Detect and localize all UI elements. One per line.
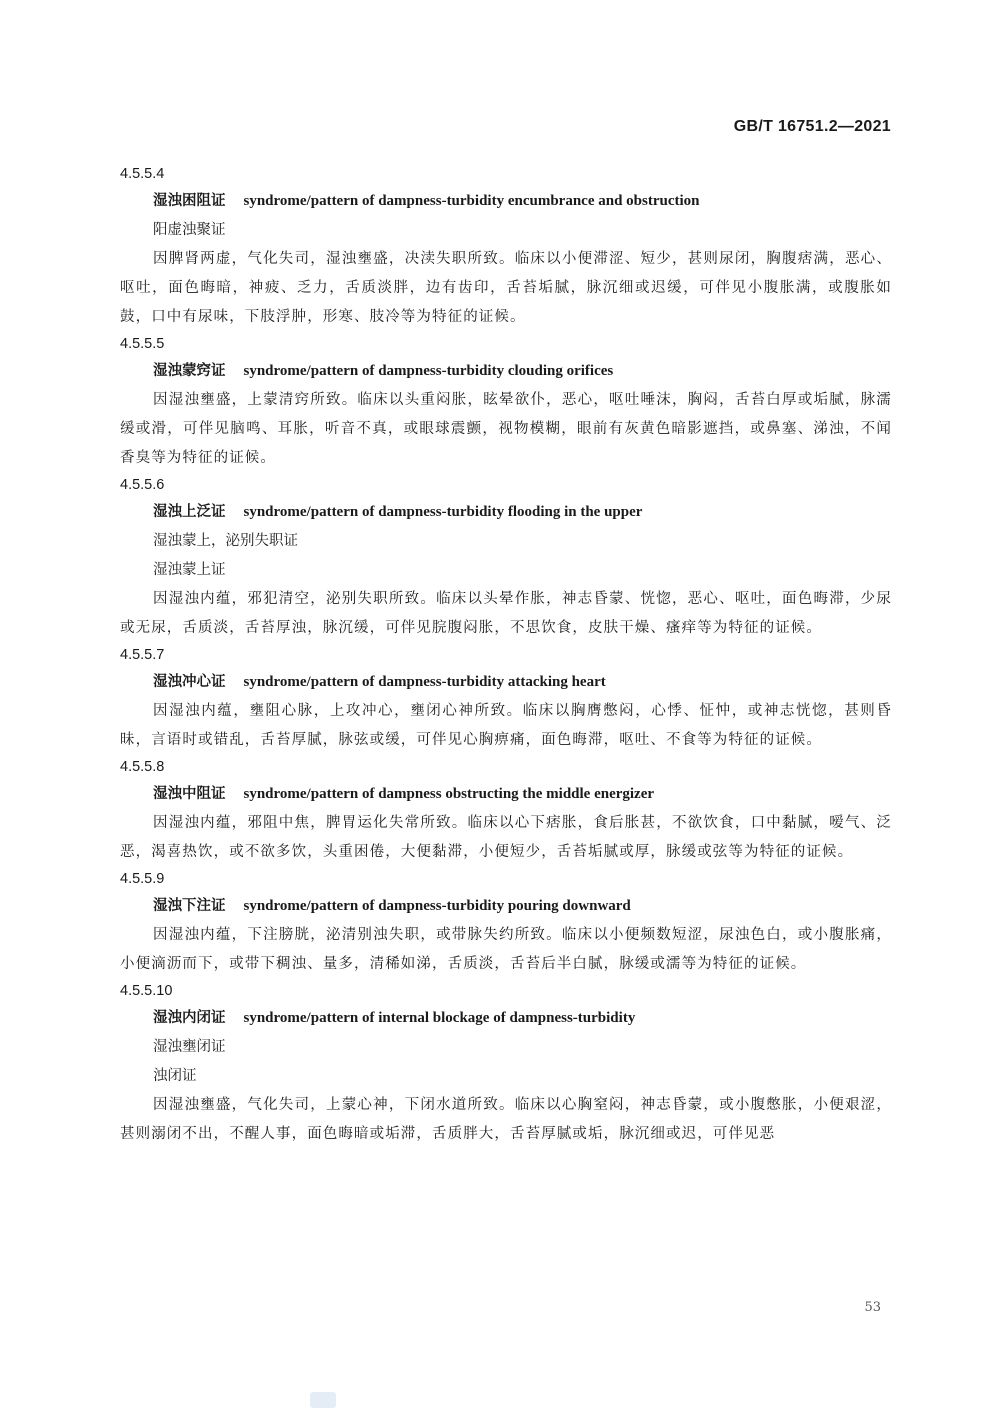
entry-4-5-5-9 [120,867,892,979]
synonym: 浊闭证 [153,1068,197,1084]
term-chinese: 湿浊下注证 [153,898,226,914]
synonym: 阳虚浊聚证 [153,222,226,238]
clause-number: 4.5.5.9 [120,871,165,887]
page-number: 53 [864,1300,881,1315]
entry-4-5-5-10 [120,979,892,1149]
clause-number: 4.5.5.10 [120,983,173,999]
term-chinese: 湿浊困阻证 [153,193,226,209]
definition: 因湿浊内蕴，下注膀胱，泌清别浊失职，或带脉失约所致。临床以小便频数短涩，尿浊色白，或小腹胀痛，小便滴沥而下，或带下稠浊、量多，清稀如涕，舌质淡，舌苔后半白腻，脉缓或濡等为特征的证候。 [120,927,892,972]
term-english: syndrome/pattern of dampness-turbidity pouring downward [243,898,631,914]
definition: 因湿浊内蕴，邪阻中焦，脾胃运化失常所致。临床以心下痞胀，食后胀甚，不欲饮食，口中黏腻，嗳气、泛恶，渴喜热饮，或不欲多饮，头重困倦，大便黏滞，小便短少，舌苔垢腻或厚，脉缓或弦等为特征的证候。 [120,815,892,860]
clause-number: 4.5.5.6 [120,477,165,493]
term-english: syndrome/pattern of dampness-turbidity encumbrance and obstruction [243,193,700,209]
clause-number: 4.5.5.8 [120,759,165,775]
term-chinese: 湿浊上泛证 [153,504,226,520]
term-english: syndrome/pattern of dampness-turbidity clouding orifices [243,363,614,379]
clause-number: 4.5.5.4 [120,166,165,182]
standard-code: GB/T 16751.2—2021 [733,118,891,135]
entry-4-5-5-5 [120,332,892,473]
term-heading [120,892,892,921]
definition: 因湿浊内蕴，邪犯清空，泌别失职所致。临床以头晕作胀，神志昏蒙、恍惚，恶心、呕吐，面色晦滞，少尿或无尿，舌质淡，舌苔厚浊，脉沉缓，可伴见脘腹闷胀，不思饮食，皮肤干燥、瘙痒等为特征的证候。 [120,591,892,636]
term-heading [120,357,892,386]
entry-4-5-5-6 [120,473,892,643]
term-heading [120,1004,892,1033]
definition: 因湿浊内蕴，壅阻心脉，上攻冲心，壅闭心神所致。临床以胸膺憋闷，心悸、怔忡，或神志恍惚，甚则昏昧，言语时或错乱，舌苔厚腻，脉弦或缓，可伴见心胸痹痛，面色晦滞，呕吐、不食等为特征的证候。 [120,703,892,748]
term-english: syndrome/pattern of dampness-turbidity flooding in the upper [243,504,643,520]
definition: 因脾肾两虚，气化失司，湿浊壅盛，决渎失职所致。临床以小便滞涩、短少，甚则尿闭，胸腹痞满，恶心、呕吐，面色晦暗，神疲、乏力，舌质淡胖，边有齿印，舌苔垢腻，脉沉细或迟缓，可伴见小腹胀满，或腹胀如鼓，口中有尿味，下肢浮肿，形寒、肢冷等为特征的证候。 [120,251,892,325]
term-chinese: 湿浊内闭证 [153,1010,226,1026]
term-heading [120,668,892,697]
watermark-mark [310,1392,336,1408]
definition: 因湿浊壅盛，上蒙清窍所致。临床以头重闷胀，眩晕欲仆，恶心，呕吐唾沫，胸闷，舌苔白厚或垢腻，脉濡缓或滑，可伴见脑鸣、耳胀，听音不真，或眼球震颤，视物模糊，眼前有灰黄色暗影遮挡，或鼻塞、涕浊，不闻香臭等为特征的证候。 [120,392,892,466]
term-heading [120,780,892,809]
document-body [120,162,892,1149]
definition: 因湿浊壅盛，气化失司，上蒙心神，下闭水道所致。临床以心胸窒闷，神志昏蒙，或小腹憋胀，小便艰涩，甚则溺闭不出，不醒人事，面色晦暗或垢滞，舌质胖大，舌苔厚腻或垢，脉沉细或迟，可伴见恶 [120,1097,892,1142]
term-chinese: 湿浊冲心证 [153,674,226,690]
entry-4-5-5-7 [120,643,892,755]
entry-4-5-5-8 [120,755,892,867]
term-english: syndrome/pattern of dampness obstructing the middle energizer [243,786,655,802]
term-chinese: 湿浊中阻证 [153,786,226,802]
synonym: 湿浊蒙上证 [153,562,226,578]
term-heading [120,187,892,216]
clause-number: 4.5.5.7 [120,647,165,663]
term-heading [120,498,892,527]
term-english: syndrome/pattern of internal blockage of dampness-turbidity [243,1010,636,1026]
synonym: 湿浊壅闭证 [153,1039,226,1055]
synonym: 湿浊蒙上，泌别失职证 [153,533,298,549]
entry-4-5-5-4 [120,162,892,332]
clause-number: 4.5.5.5 [120,336,165,352]
term-english: syndrome/pattern of dampness-turbidity attacking heart [243,674,606,690]
term-chinese: 湿浊蒙窍证 [153,363,226,379]
